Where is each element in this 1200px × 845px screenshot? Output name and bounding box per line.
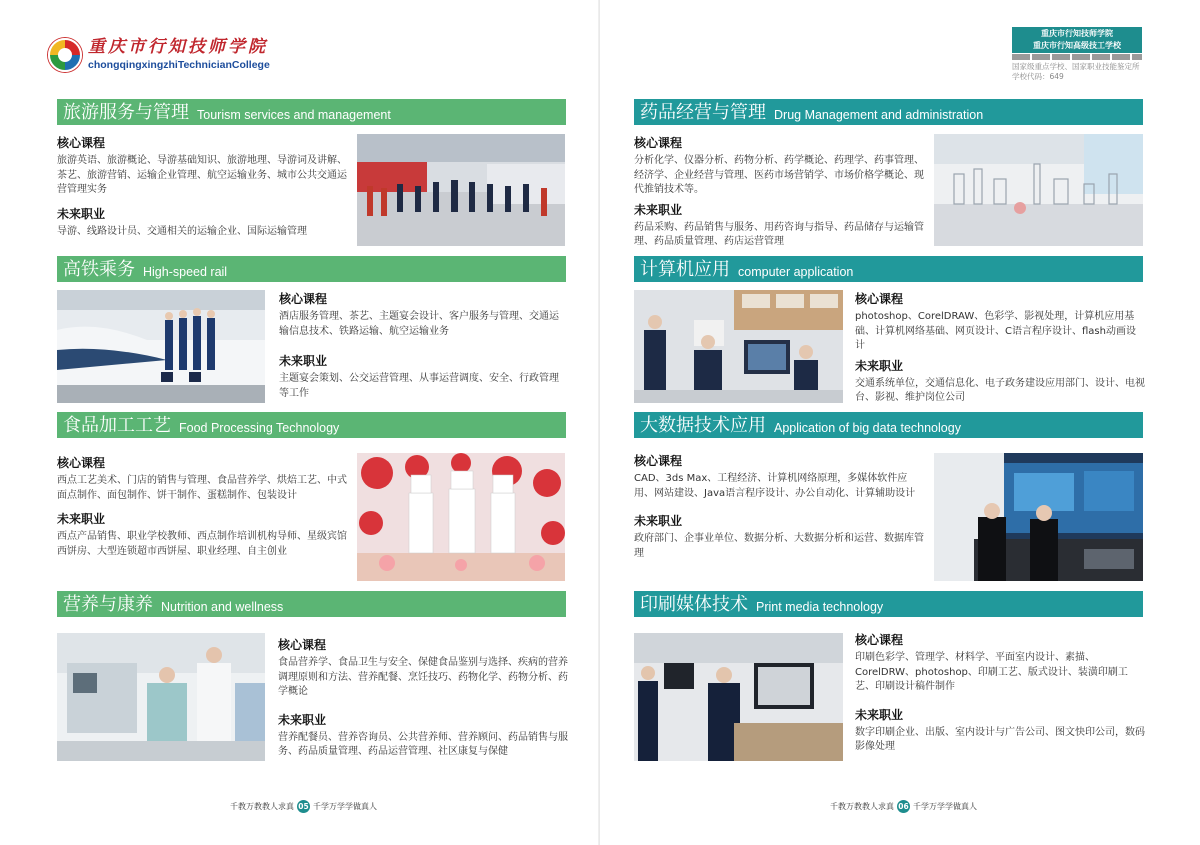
section-header-drug	[634, 99, 1143, 125]
food-future-careers: 西点产品销售、职业学校教师、西点制作培训机构导师、星级宾馆西饼房、大型连锁超市西饼屋、职业经理、自主创业	[57, 531, 347, 557]
future-careers-heading: 未来职业	[279, 354, 328, 368]
core-courses-heading: 核心课程	[634, 136, 683, 150]
future-careers-heading: 未来职业	[634, 514, 683, 528]
section-title-cn: 旅游服务与管理	[63, 102, 189, 123]
computer-lab-photo	[634, 290, 843, 403]
computer-text	[855, 291, 1145, 414]
school-name-box	[1012, 27, 1142, 53]
school-meta-line-1: 国家级重点学校、国家职业技能鉴定所	[1012, 62, 1140, 71]
future-careers-heading: 未来职业	[855, 358, 904, 373]
bigdata-studio-photo	[934, 453, 1143, 581]
right-page	[600, 0, 1200, 845]
logo-chinese-name: 重庆市行知技师学院	[88, 37, 268, 58]
food-core-courses: 西点工艺美术、门店的销售与管理、食品营养学、烘焙工艺、中式面点制作、面包制作、饼干制作、蛋糕制作、包装设计	[57, 475, 347, 501]
section-title-cn: 食品加工工艺	[63, 415, 171, 436]
drug-text	[634, 135, 924, 258]
section-title-en: Print media technology	[756, 600, 884, 614]
section-title-en: Tourism services and management	[197, 108, 391, 122]
print-text	[855, 632, 1145, 763]
nutrition-text	[278, 637, 568, 768]
tourism-photo	[357, 134, 565, 246]
school-logo	[48, 37, 270, 73]
future-careers-heading: 未来职业	[57, 206, 106, 221]
print-future-careers: 数字印刷企业、出版、室内设计与广告公司、图文快印公司，数码影像处理	[855, 726, 1145, 752]
rail-future-careers: 主题宴会策划、公交运营管理、从事运营调度、安全、行政管理等工作	[279, 373, 559, 399]
school-name-line-2: 重庆市行知高级技工学校	[1033, 41, 1121, 50]
rail-photo	[57, 290, 265, 403]
drug-core-courses: 分析化学、仪器分析、药物分析、药学概论、药理学、药事管理、经济学、企业经营与管理、医药市场营销学、市场价格学概论、现代推销技术等。	[634, 155, 924, 195]
section-title-cn: 大数据技术应用	[640, 415, 766, 436]
page-number: 05	[298, 802, 309, 811]
food-text	[57, 455, 349, 567]
school-meta-line-2: 学校代码：649	[1012, 72, 1064, 81]
future-careers-heading: 未来职业	[278, 712, 327, 727]
tourism-core-courses: 旅游英语、旅游概论、导游基础知识、旅游地理、导游词及讲解、茶艺、旅游营销、运输企业管理、航空运输业务、城市公共交通运营管理实务	[57, 155, 347, 195]
footer-motto-b: 千学万学学做真人	[913, 802, 977, 811]
section-header-food	[57, 412, 566, 438]
core-courses-heading: 核心课程	[57, 456, 106, 470]
drug-lab-photo	[934, 134, 1143, 246]
core-courses-heading: 核心课程	[634, 454, 683, 468]
footer-motto-b: 千学万学学做真人	[313, 802, 377, 811]
future-careers-heading: 未来职业	[57, 512, 106, 526]
section-title-en: Drug Management and administration	[774, 108, 984, 122]
section-title-cn: 计算机应用	[640, 259, 730, 280]
section-title-cn: 高铁乘务	[63, 259, 135, 280]
rail-text	[279, 291, 567, 409]
section-header-tourism	[57, 99, 566, 125]
school-emblem-icon	[48, 38, 82, 72]
section-title-en: Application of big data technology	[774, 421, 961, 435]
page-number: 06	[898, 802, 909, 811]
footer-motto-a: 千教万教教人求真	[230, 802, 294, 811]
nutrition-future-careers: 营养配餐员、营养咨询员、公共营养师、营养顾问、药品销售与服务、药品质量管理、药品运营管理、社区康复与保健	[278, 731, 568, 757]
section-header-bigdata	[634, 412, 1143, 438]
section-header-nutrition	[57, 591, 566, 617]
footer-motto-a: 千教万教教人求真	[830, 802, 894, 811]
decorative-stripes	[1012, 54, 1142, 60]
nutrition-photo	[57, 633, 265, 761]
computer-core-courses: photoshop、CorelDRAW、色彩学、影视处理，计算机应用基础、计算机网络基础、网页设计、C语言程序设计、flash动画设计	[855, 311, 1136, 351]
school-meta	[1012, 62, 1152, 82]
tourism-future-careers: 导游、线路设计员、交通相关的运输企业、国际运输管理	[57, 225, 307, 237]
core-courses-heading: 核心课程	[855, 633, 904, 647]
future-careers-heading: 未来职业	[634, 202, 683, 217]
food-photo	[357, 453, 565, 581]
core-courses-heading: 核心课程	[855, 292, 904, 306]
section-title-en: computer application	[738, 265, 854, 279]
section-header-rail	[57, 256, 566, 282]
right-footer	[830, 800, 977, 813]
print-media-photo	[634, 633, 843, 761]
core-courses-heading: 核心课程	[57, 136, 106, 150]
section-title-en: High-speed rail	[143, 265, 228, 279]
tourism-text	[57, 135, 349, 247]
bigdata-core-courses: CAD、3ds Max、工程经济、计算机网络原理，多媒体软件应用、网站建设、Java语言程序设计、办公自动化、计算辅助设计	[634, 473, 916, 499]
core-courses-heading: 核心课程	[279, 292, 328, 306]
bigdata-future-careers: 政府部门、企事业单位、数据分析、大数据分析和运营、数据库管理	[634, 533, 924, 559]
nutrition-core-courses: 食品营养学、食品卫生与安全、保健食品鉴别与选择、疾病的营养调理原则和方法、营养配餐、烹饪技巧、药物化学、药物分析、药学概论	[278, 657, 568, 697]
section-title-en: Food Processing Technology	[179, 421, 340, 435]
future-careers-heading: 未来职业	[855, 707, 904, 722]
school-name-line-1: 重庆市行知技师学院	[1041, 29, 1113, 38]
section-header-computer	[634, 256, 1143, 282]
left-footer	[230, 800, 377, 813]
computer-future-careers: 交通系统单位，交通信息化、电子政务建设应用部门、设计、电视台、影视、维护岗位公司	[855, 377, 1145, 403]
print-core-courses: 印刷色彩学、管理学、材料学、平面室内设计、素描、CorelDRW、photoshop、印刷工艺、版式设计、装潢印刷工艺、印刷设计稿件制作	[855, 652, 1128, 692]
section-header-print	[634, 591, 1143, 617]
drug-future-careers: 药品采购、药品销售与服务、用药咨询与指导、药品储存与运输管理、药品质量管理、药店运营管理	[634, 221, 924, 247]
logo-english-name: chongqingxingzhiTechnicianCollege	[88, 59, 270, 72]
section-title-cn: 营养与康养	[63, 594, 153, 615]
section-title-en: Nutrition and wellness	[161, 600, 284, 614]
section-title-cn: 印刷媒体技术	[640, 594, 748, 615]
bigdata-text	[634, 453, 924, 569]
section-title-cn: 药品经营与管理	[640, 102, 766, 123]
core-courses-heading: 核心课程	[278, 638, 327, 652]
rail-core-courses: 酒店服务管理、茶艺、主题宴会设计、客户服务与管理、交通运输信息技术、铁路运输、航空运输业务	[279, 311, 559, 337]
